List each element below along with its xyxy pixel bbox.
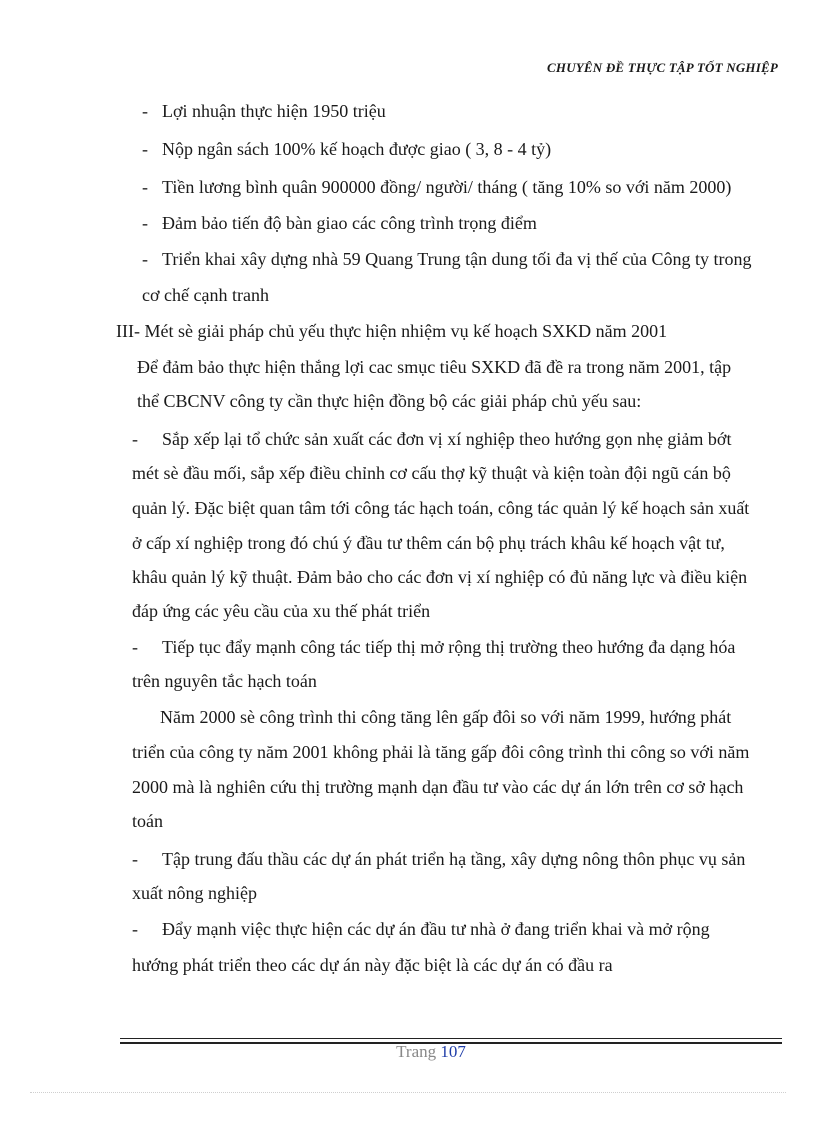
para1-line: quản lý. Đặc biệt quan tâm tới công tác hạch toán, công tác quản lý kế hoạch sản xuất [132,498,750,518]
intro-line-2: thể CBCNV công ty cần thực hiện đồng bộ các giải pháp chủ yếu sau: [137,391,642,411]
para3-line: Năm 2000 sè công trình thi công tăng lên gấp đôi so với năm 1999, hướng phát [160,707,732,727]
para1-line: đáp ứng các yêu cầu của xu thế phát triển [132,601,431,621]
page-number: 107 [440,1042,466,1061]
para2-line: trên nguyên tắc hạch toán [132,671,317,691]
bullet-dash: - [142,177,148,197]
para3-line: triển của công ty năm 2001 không phải là tăng gấp đôi công trình thi công so với năm [132,742,750,762]
para5-line: hướng phát triển theo các dự án này đặc biệt là các dự án có đầu ra [132,955,613,975]
bullet-construction: Triển khai xây dựng nhà 59 Quang Trung tận dung tối đa vị thế của Công ty trong [162,249,752,269]
para2-line: Tiếp tục đẩy mạnh công tác tiếp thị mở rộng thị trường theo hướng đa dạng hóa [162,637,736,657]
page-boundary [30,1092,786,1093]
para4-line: Tập trung đấu thầu các dự án phát triển hạ tầng, xây dựng nông thôn phục vụ sản [162,849,746,869]
bullet-salary: Tiền lương bình quân 900000 đồng/ người/ tháng ( tăng 10% so với năm 2000) [162,177,732,197]
page-label: Trang [396,1042,437,1061]
para5-line: Đẩy mạnh việc thực hiện các dự án đầu tư nhà ở đang triển khai và mở rộng [162,919,710,939]
para1-line: ở cấp xí nghiệp trong đó chú ý đầu tư thêm cán bộ phụ trách khâu kế hoạch vật tư, [132,533,725,553]
bullet-dash: - [142,213,148,233]
para3-line: toán [132,811,163,831]
intro-line-1: Để đảm bảo thực hiện thắng lợi cac smục tiêu SXKD đã đề ra trong năm 2001, tập [137,357,732,377]
footer-rule [120,1038,782,1039]
bullet-dash: - [132,637,138,657]
bullet-dash: - [132,849,138,869]
bullet-dash: - [142,249,148,269]
bullet-dash: - [142,101,148,121]
bullet-handover: Đảm bảo tiến độ bàn giao các công trình trọng điểm [162,213,537,233]
bullet-budget: Nộp ngân sách 100% kế hoạch được giao ( 3, 8 - 4 tỷ) [162,139,552,159]
running-header: CHUYÊN ĐỀ THỰC TẬP TỐT NGHIỆP [547,60,778,75]
para1-line: khâu quản lý kỹ thuật. Đảm bảo cho các đơn vị xí nghiệp có đủ năng lực và điều kiện [132,567,748,587]
bullet-construction-cont: cơ chế cạnh tranh [142,285,269,305]
page-footer [0,1042,816,1062]
bullet-profit: Lợi nhuận thực hiện 1950 triệu [162,101,386,121]
bullet-dash: - [142,139,148,159]
bullet-dash: - [132,429,138,449]
section-heading: III- Mét sè giải pháp chủ yếu thực hiện nhiệm vụ kế hoạch SXKD năm 2001 [116,321,668,341]
para1-line: Sắp xếp lại tổ chức sản xuất các đơn vị xí nghiệp theo hướng gọn nhẹ giảm bớt [162,429,732,449]
bullet-dash: - [132,919,138,939]
para1-line: mét sè đầu mối, sắp xếp điều chỉnh cơ cấu thợ kỹ thuật và kiện toàn đội ngũ cán bộ [132,463,731,483]
para4-line: xuất nông nghiệp [132,883,257,903]
para3-line: 2000 mà là nghiên cứu thị trường mạnh dạn đầu tư vào các dự án lớn trên cơ sở hạch [132,777,744,797]
